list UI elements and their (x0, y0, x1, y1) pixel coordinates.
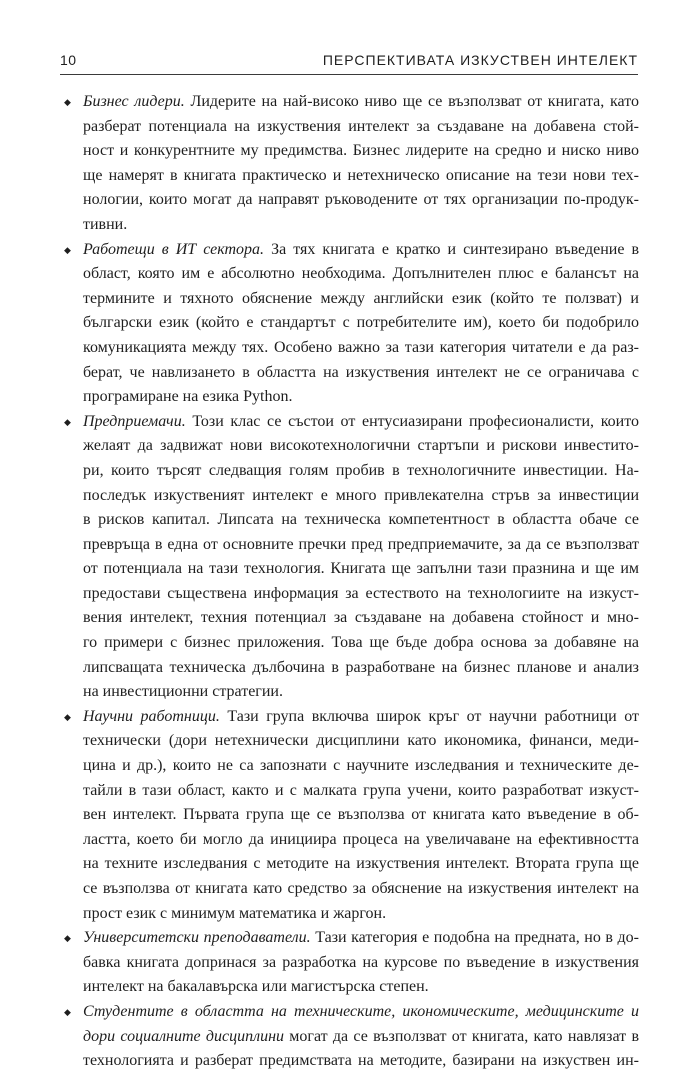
list-item-term: дори социалните дисциплини (83, 1027, 285, 1045)
list-item-term: Бизнес лидери. (83, 93, 185, 110)
text-line (83, 705, 639, 730)
text-line: в рисков капитал. Липсата на техническа компетентност в областта обаче се (83, 511, 639, 529)
text-line-rest: Тази категория е подобна на предната, но в до- (310, 929, 639, 947)
text-line: вения интелект, техния потенциал за създаване на добавена стойност и мно- (83, 609, 639, 627)
text-line: комуникацията между тях. Особено важно за тази категория читатели е да раз- (83, 338, 639, 356)
text-line-rest: Лидерите на най-високо ниво ще се възползват от книгата, като (184, 93, 639, 110)
text-line: български език (който е стандартът с потребителите им), което би подобрило (83, 314, 639, 332)
diamond-bullet-icon: ◆ (64, 711, 71, 722)
diamond-bullet-icon: ◆ (64, 97, 71, 107)
text-line (83, 410, 639, 435)
list-item-entrepreneurs (61, 410, 639, 705)
text-line (83, 926, 639, 951)
list-item-students (61, 1000, 639, 1074)
text-line: на инвестиционни стратегии. (83, 683, 283, 701)
text-line-rest: могат да се възползват от книгата, като навлязат в (284, 1027, 639, 1045)
list-item-researchers (61, 705, 639, 926)
text-line-rest: Тази група включва широк кръг от научни работници от (219, 707, 639, 725)
text-line: желаят да задвижат нови високотехнологични стартъпи и рискови инвестито- (83, 437, 639, 455)
text-line (83, 90, 639, 115)
text-line: ластта, което би могло да инициира процеса на увеличаване на ефективността (83, 830, 639, 848)
text-line: разберат потенциала на изкуствения интелект за създаване на добавена стой- (83, 117, 639, 135)
text-line: се възползва от книгата като средство за обяснение на изкуствения интелект на (83, 880, 639, 897)
diamond-bullet-icon: ◆ (64, 1006, 71, 1017)
text-line-rest: Този клас се състои от ентусиазирани професионалисти, които (185, 412, 639, 430)
text-line (83, 1025, 639, 1050)
list-item-it-sector (61, 238, 639, 410)
text-line: берат, че навлизането в областта на изкуствения интелект не се ограничава с (83, 363, 639, 381)
text-line: ност и конкурентните му предимства. Бизнес лидерите на средно и ниско ниво (83, 142, 639, 160)
page-header (60, 50, 638, 75)
text-line: интелект на бакалавърска или магистърска степен. (83, 978, 429, 996)
text-line: Студентите в областта на техническите, икономическите, медицинските и (83, 1002, 639, 1020)
list-item-term: Работещи в ИТ сектора. (83, 240, 265, 258)
text-line (83, 238, 639, 263)
text-line: програмиране на езика Python. (83, 388, 293, 406)
list-item-term: Предприемачи. (83, 412, 186, 430)
diamond-bullet-icon: ◆ (64, 416, 71, 427)
diamond-bullet-icon: ◆ (64, 244, 71, 255)
page-number: 10 (60, 52, 77, 68)
text-line: последък изкуственият интелект е много привлекателна стръв за инвестиции (83, 486, 639, 504)
text-line: ри, които търсят следващия голям пробив в технологичните инвестиции. На- (83, 461, 639, 479)
text-line: тайли в тази област, както и с малката група учени, които разработват изкуст- (83, 781, 639, 799)
text-line: ще намерят в книгата практическо и нетехническо описание на тези нови тех- (83, 166, 639, 184)
text-line: нологии, които могат да направят ръководените от тях организации по-продук- (83, 191, 639, 209)
list-item-university-lecturers (61, 926, 639, 1000)
text-line: прост език с минимум математика и жаргон. (83, 904, 387, 922)
text-line: предостави съществена информация за естеството на технологиите на изкуст- (83, 584, 639, 602)
text-line: бавка книгата допринася за разработка на курсове по въведение в изкуствения (83, 953, 639, 971)
text-line: липсващата техническа дълбочина в разработване на бизнес планове и анализ (83, 658, 639, 676)
list-item-business-leaders (61, 90, 639, 238)
text-line: термините и тяхното обяснение между английски език (който те ползват) и (83, 289, 639, 307)
text-line: от потенциала на тази технология. Книгата ще запълни тази празнина и ще им (83, 560, 639, 578)
text-line: тивни. (83, 215, 128, 233)
text-line-rest: За тях книгата е кратко и синтезирано въведение в (264, 240, 640, 258)
text-line: технически (дори нетехнически дисциплини като икономика, финанси, меди- (83, 732, 639, 750)
bullet-list (61, 90, 639, 1074)
text-line: цина и др.), които не са запознати с научните изследвания и техническите де- (83, 757, 639, 775)
text-line: го примери с бизнес приложения. Това ще бъде добра основа за добавяне на (83, 634, 639, 652)
list-item-term: Университетски преподаватели. (83, 929, 311, 947)
text-line: вен интелект. Първата група ще се възползва от книгата като въведение в об- (83, 806, 639, 824)
text-line: технологията и разберат предимствата на методите, базирани на изкуствен ин- (83, 1052, 639, 1070)
running-title: ПЕРСПЕКТИВАТА ИЗКУСТВЕН ИНТЕЛЕКТ (322, 52, 638, 68)
text-line: превръща в една от основните пречки пред предприемачите, за да се възползват (83, 535, 639, 553)
diamond-bullet-icon: ◆ (64, 933, 71, 944)
text-line: област, която им е абсолютно необходима. Допълнителен плюс е балансът на (83, 265, 639, 283)
text-line: на техните изследвания с методите на изкуствения интелект. Втората група ще (83, 855, 639, 873)
list-item-term: Научни работници. (83, 707, 220, 725)
